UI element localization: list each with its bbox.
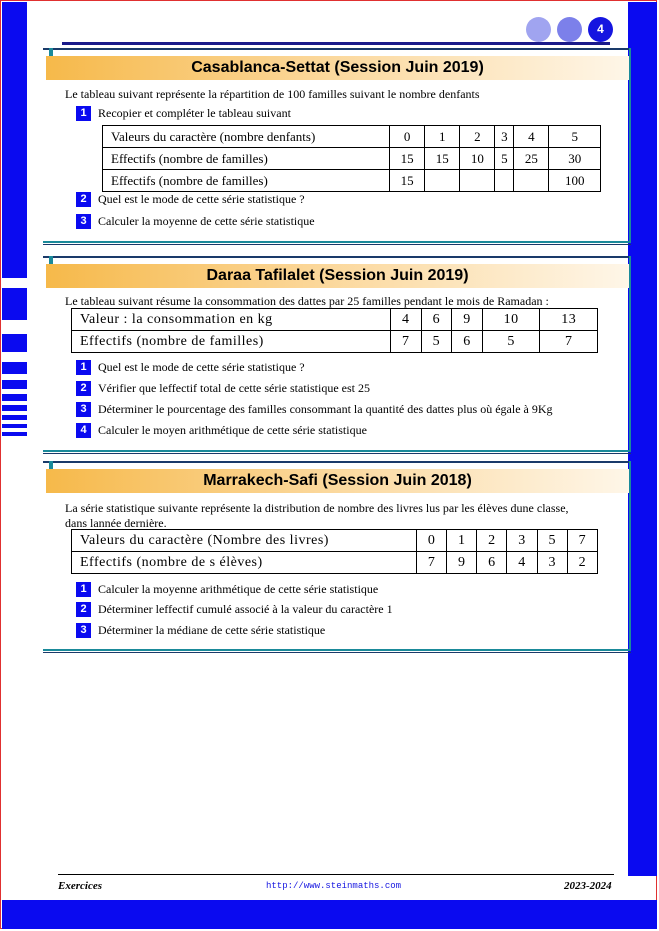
section-top-rule bbox=[43, 461, 631, 463]
left-decor-block bbox=[2, 288, 27, 320]
question-text: Déterminer leffectif cumulé associé à la valeur du caractère 1 bbox=[98, 602, 393, 616]
section-right-rule bbox=[629, 461, 631, 649]
table-cell: 13 bbox=[540, 309, 598, 331]
table-cell bbox=[514, 170, 549, 192]
table-cell: 7 bbox=[417, 552, 447, 574]
header-rule bbox=[62, 42, 610, 45]
table-cell: 7 bbox=[567, 530, 597, 552]
section-bottom-rule bbox=[43, 453, 631, 454]
table-cell: 1 bbox=[425, 126, 460, 148]
data-table bbox=[71, 308, 598, 353]
question-text: Recopier et compléter le tableau suivant bbox=[98, 106, 291, 120]
table-cell: 4 bbox=[507, 552, 537, 574]
table-cell: 0 bbox=[417, 530, 447, 552]
left-decor-block bbox=[2, 405, 27, 411]
question-text: Calculer le moyen arithmétique de cette série statistique bbox=[98, 423, 367, 437]
table-cell bbox=[460, 170, 495, 192]
table-cell: 7 bbox=[540, 331, 598, 353]
table-cell bbox=[425, 170, 460, 192]
table-cell: 0 bbox=[390, 126, 425, 148]
row-label: Valeurs du caractère (nombre denfants) bbox=[103, 126, 390, 148]
question-number: 1 bbox=[76, 106, 91, 121]
table-cell: 7 bbox=[391, 331, 422, 353]
table-cell: 5 bbox=[421, 331, 452, 353]
decor-circle bbox=[557, 17, 582, 42]
question-number: 3 bbox=[76, 214, 91, 229]
question-text: Quel est le mode de cette série statistique ? bbox=[98, 360, 305, 374]
exercise-section bbox=[43, 48, 631, 245]
table-cell: 15 bbox=[390, 170, 425, 192]
row-label: Valeur : la consommation en kg bbox=[72, 309, 391, 331]
section-bottom-rule bbox=[43, 652, 631, 653]
table-cell: 5 bbox=[482, 331, 540, 353]
table-cell: 2 bbox=[567, 552, 597, 574]
footer-rule bbox=[58, 874, 614, 875]
table-cell: 10 bbox=[460, 148, 495, 170]
section-title: Casablanca-Settat (Session Juin 2019) bbox=[46, 56, 629, 80]
table-row bbox=[103, 170, 601, 192]
question-text: Vérifier que leffectif total de cette série statistique est 25 bbox=[98, 381, 370, 395]
row-label: Valeurs du caractère (Nombre des livres) bbox=[72, 530, 417, 552]
question-text: Calculer la moyenne arithmétique de cette série statistique bbox=[98, 582, 379, 596]
row-label: Effectifs (nombre de familles) bbox=[72, 331, 391, 353]
table-cell: 15 bbox=[425, 148, 460, 170]
question-text: Quel est le mode de cette série statistique ? bbox=[98, 192, 305, 206]
question-number: 3 bbox=[76, 623, 91, 638]
table-cell: 6 bbox=[452, 331, 483, 353]
table-cell: 2 bbox=[477, 530, 507, 552]
table-row bbox=[103, 148, 601, 170]
table-cell: 15 bbox=[390, 148, 425, 170]
table-row bbox=[72, 309, 598, 331]
section-bottom-rule bbox=[43, 450, 631, 452]
footer-left: Exercices bbox=[58, 880, 102, 892]
table-cell: 4 bbox=[391, 309, 422, 331]
table-cell: 2 bbox=[460, 126, 495, 148]
table-cell: 5 bbox=[495, 148, 514, 170]
left-decor-block bbox=[2, 415, 27, 420]
table-row bbox=[72, 552, 598, 574]
decor-circle bbox=[526, 17, 551, 42]
question-number: 2 bbox=[76, 381, 91, 396]
section-title: Daraa Tafilalet (Session Juin 2019) bbox=[46, 264, 629, 288]
right-decor-bar bbox=[628, 2, 657, 876]
table-cell: 6 bbox=[477, 552, 507, 574]
table-cell: 4 bbox=[514, 126, 549, 148]
section-intro: Le tableau suivant représente la répartition de 100 familles suivant le nombre denfants bbox=[65, 87, 480, 101]
left-decor-block bbox=[2, 362, 27, 374]
bottom-decor-bar bbox=[2, 900, 657, 929]
left-decor-block bbox=[2, 334, 27, 352]
question-number: 2 bbox=[76, 602, 91, 617]
question-number: 3 bbox=[76, 402, 91, 417]
table-cell: 5 bbox=[537, 530, 567, 552]
table-cell: 3 bbox=[495, 126, 514, 148]
section-top-rule bbox=[43, 48, 631, 50]
row-label: Effectifs (nombre de familles) bbox=[103, 148, 390, 170]
data-table bbox=[71, 529, 598, 574]
table-cell: 3 bbox=[507, 530, 537, 552]
table-row bbox=[72, 331, 598, 353]
table-row bbox=[72, 530, 598, 552]
question-number: 1 bbox=[76, 582, 91, 597]
table-cell: 9 bbox=[452, 309, 483, 331]
left-decor-block bbox=[2, 432, 27, 436]
left-decor-block bbox=[2, 424, 27, 428]
table-cell: 9 bbox=[447, 552, 477, 574]
section-right-rule bbox=[629, 48, 631, 241]
table-row bbox=[103, 126, 601, 148]
exercise-section bbox=[43, 461, 631, 654]
row-label: Effectifs (nombre de s élèves) bbox=[72, 552, 417, 574]
section-top-rule bbox=[43, 256, 631, 258]
table-cell: 3 bbox=[537, 552, 567, 574]
left-decor-block bbox=[2, 380, 27, 389]
section-bottom-rule bbox=[43, 649, 631, 651]
section-bottom-rule bbox=[43, 244, 631, 245]
table-cell: 1 bbox=[447, 530, 477, 552]
table-cell: 10 bbox=[482, 309, 540, 331]
table-cell: 100 bbox=[549, 170, 601, 192]
question-number: 2 bbox=[76, 192, 91, 207]
footer-right: 2023-2024 bbox=[564, 880, 612, 892]
section-right-rule bbox=[629, 256, 631, 450]
table-cell bbox=[495, 170, 514, 192]
row-label: Effectifs (nombre de familles) bbox=[103, 170, 390, 192]
question-text: Calculer la moyenne de cette série statistique bbox=[98, 214, 315, 228]
page-number: 4 bbox=[588, 17, 613, 42]
left-decor-block bbox=[2, 394, 27, 401]
section-title: Marrakech-Safi (Session Juin 2018) bbox=[46, 469, 629, 493]
exercise-section bbox=[43, 256, 631, 454]
footer-link[interactable]: http://www.steinmaths.com bbox=[266, 881, 402, 891]
left-decor-bar bbox=[2, 2, 27, 278]
section-intro: La série statistique suivante représente la distribution de nombre des livres lus par les élèves dune classe, bbox=[65, 501, 569, 515]
data-table bbox=[102, 125, 601, 192]
question-text: Déterminer le pourcentage des familles consommant la quantité des dattes plus où égale à 9Kg bbox=[98, 402, 553, 416]
question-text: Déterminer la médiane de cette série statistique bbox=[98, 623, 326, 637]
table-cell: 5 bbox=[549, 126, 601, 148]
table-cell: 25 bbox=[514, 148, 549, 170]
section-bottom-rule bbox=[43, 241, 631, 243]
table-cell: 6 bbox=[421, 309, 452, 331]
question-number: 4 bbox=[76, 423, 91, 438]
table-cell: 30 bbox=[549, 148, 601, 170]
section-intro: Le tableau suivant résume la consommation des dattes par 25 familles pendant le mois de Ramadan : bbox=[65, 294, 549, 308]
question-number: 1 bbox=[76, 360, 91, 375]
section-intro: dans lannée dernière. bbox=[65, 516, 167, 530]
